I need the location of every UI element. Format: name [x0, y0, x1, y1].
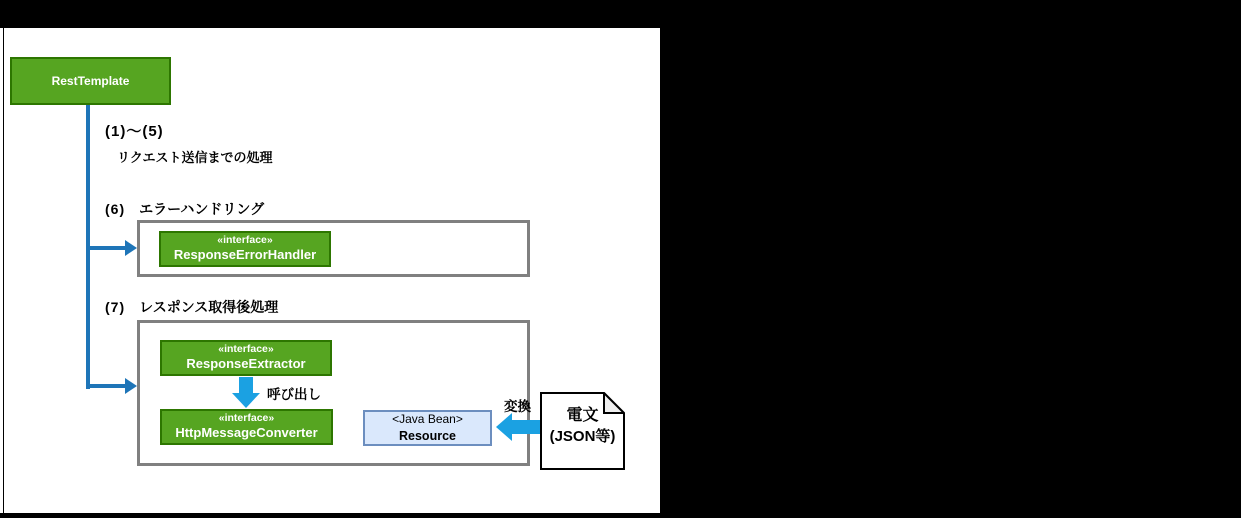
response-extractor-stereotype: «interface»	[218, 343, 274, 356]
convert-arrow-left-icon	[496, 413, 512, 441]
response-error-handler-name: ResponseErrorHandler	[173, 247, 317, 263]
step7-title: レスポンス取得後処理	[139, 299, 279, 315]
response-error-handler-box	[159, 231, 331, 267]
document-text	[540, 406, 625, 446]
step7-number: (7)	[105, 299, 126, 315]
arrowhead-step7-icon	[125, 378, 137, 394]
resource-bean-box	[363, 410, 492, 446]
message-document-shape	[540, 392, 625, 470]
http-message-converter-box	[160, 409, 333, 445]
resource-bean-stereotype: <Java Bean>	[392, 412, 463, 427]
step1-5-number: (1)～(5)	[105, 123, 164, 140]
convert-arrow-shaft	[512, 420, 540, 434]
http-message-converter-name: HttpMessageConverter	[175, 425, 318, 441]
step6-number: (6)	[105, 201, 126, 217]
step6-heading	[105, 199, 264, 219]
page-left-edge-line	[3, 28, 4, 513]
connector-branch-step7	[86, 384, 126, 388]
response-error-handler-stereotype: «interface»	[217, 234, 273, 247]
http-message-converter-stereotype: «interface»	[218, 412, 275, 425]
resttemplate-class-box	[10, 57, 171, 105]
document-line2: (JSON等)	[549, 427, 616, 445]
call-label: 呼び出し	[267, 387, 321, 402]
resource-bean-name: Resource	[399, 428, 456, 443]
arrowhead-step6-icon	[125, 240, 137, 256]
call-arrow-down-icon	[232, 393, 260, 408]
response-extractor-box	[160, 340, 332, 376]
step1-5-description: リクエスト送信までの処理	[117, 150, 273, 165]
convert-label: 変換	[504, 399, 531, 414]
connector-branch-step6	[86, 246, 126, 250]
response-extractor-name: ResponseExtractor	[186, 356, 306, 372]
document-line1: 電文	[566, 407, 599, 424]
resttemplate-label: RestTemplate	[51, 73, 130, 88]
step7-heading	[105, 297, 278, 317]
step6-title: エラーハンドリング	[139, 201, 265, 217]
call-arrow-shaft	[239, 377, 253, 394]
